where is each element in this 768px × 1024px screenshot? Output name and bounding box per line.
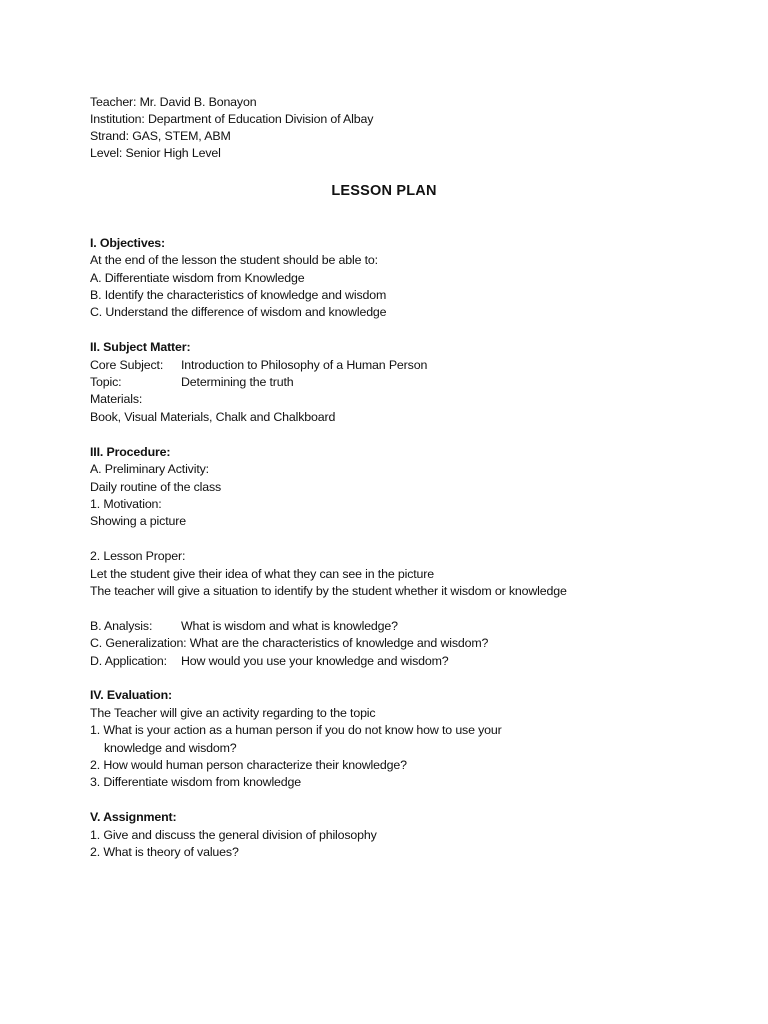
topic-label: Topic: [90,375,122,389]
evaluation-item: 3. Differentiate wisdom from knowledge [90,775,302,789]
objective-item: C. Understand the difference of wisdom and knowledge [90,305,387,319]
objectives-intro: At the end of the lesson the student should be able to: [90,253,378,267]
objectives-heading: I. Objectives: [90,236,166,250]
institution-line: Institution: Department of Education Division of Albay [90,112,374,126]
daily-routine: Daily routine of the class [90,480,222,494]
core-subject-value: Introduction to Philosophy of a Human Person [181,358,428,372]
evaluation-item-continued: knowledge and wisdom? [104,741,237,755]
page-title: LESSON PLAN [331,183,437,199]
evaluation-intro: The Teacher will give an activity regarding to the topic [90,706,376,720]
generalization: C. Generalization: What are the characteristics of knowledge and wisdom? [90,636,489,650]
application-label: D. Application: [90,654,167,668]
evaluation-item: 1. What is your action as a human person if you do not know how to use your [90,723,502,737]
procedure-heading: III. Procedure: [90,445,171,459]
motivation: 1. Motivation: [90,497,162,511]
analysis-value: What is wisdom and what is knowledge? [181,619,398,633]
lesson-line: The teacher will give a situation to identify by the student whether it wisdom or knowledge [90,584,567,598]
materials-label: Materials: [90,392,143,406]
level-line: Level: Senior High Level [90,146,221,160]
evaluation-heading: IV. Evaluation: [90,688,172,702]
objective-item: B. Identify the characteristics of knowledge and wisdom [90,288,387,302]
objective-item: A. Differentiate wisdom from Knowledge [90,271,305,285]
subject-matter-heading: II. Subject Matter: [90,340,191,354]
materials-value: Book, Visual Materials, Chalk and Chalkboard [90,410,336,424]
topic-value: Determining the truth [181,375,294,389]
assignment-heading: V. Assignment: [90,810,177,824]
teacher-line: Teacher: Mr. David B. Bonayon [90,95,257,109]
preliminary-activity: A. Preliminary Activity: [90,462,209,476]
core-subject-label: Core Subject: [90,358,164,372]
evaluation-item: 2. How would human person characterize their knowledge? [90,758,407,772]
assignment-item: 1. Give and discuss the general division of philosophy [90,828,377,842]
showing-picture: Showing a picture [90,514,186,528]
assignment-item: 2. What is theory of values? [90,845,239,859]
analysis-label: B. Analysis: [90,619,153,633]
strand-line: Strand: GAS, STEM, ABM [90,129,231,143]
lesson-proper: 2. Lesson Proper: [90,549,186,563]
application-value: How would you use your knowledge and wisdom? [181,654,449,668]
lesson-line: Let the student give their idea of what they can see in the picture [90,567,434,581]
